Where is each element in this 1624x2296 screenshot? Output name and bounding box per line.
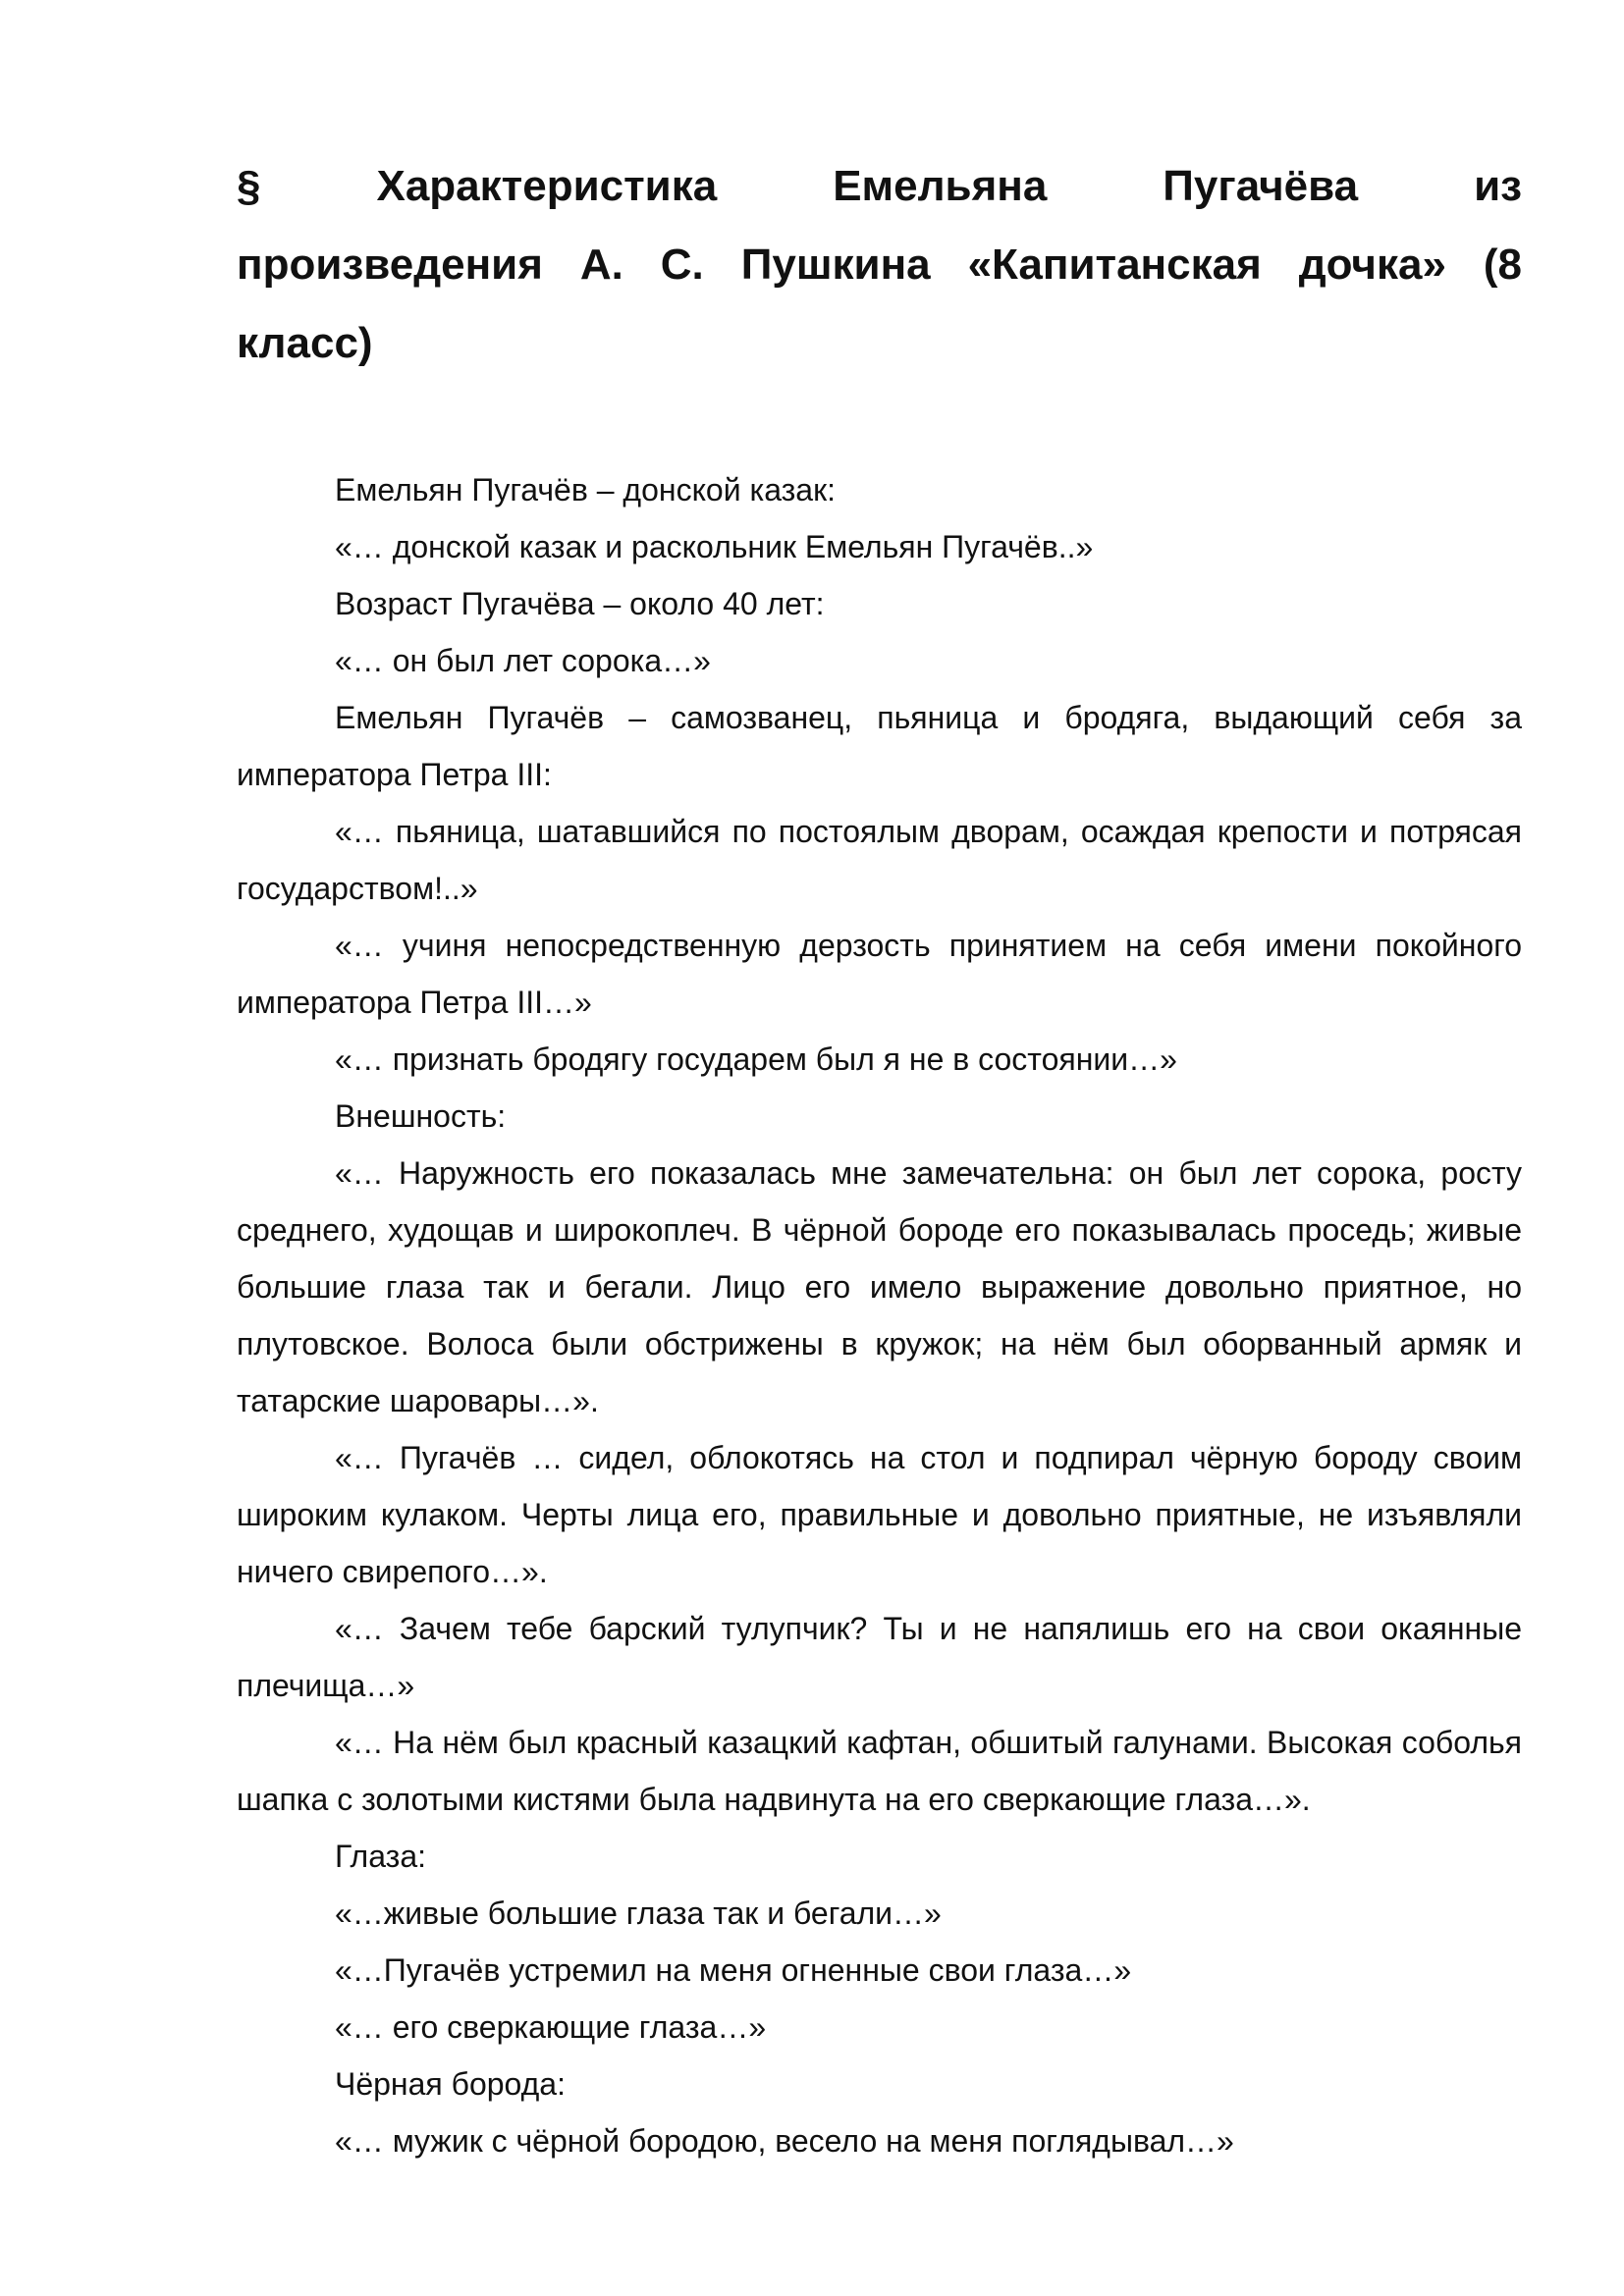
paragraph: Емельян Пугачёв – самозванец, пьяница и бродяга, выдающий себя за императора Петра III: (237, 700, 1522, 792)
quote-paragraph: «… Зачем тебе барский тулупчик? Ты и не напялишь его на свои окаянные плечища…» (237, 1611, 1522, 1703)
document-title (237, 147, 1522, 383)
paragraph: Емельян Пугачёв – донской казак: (335, 472, 836, 507)
quote-paragraph: «… Наружность его показалась мне замечательна: он был лет сорока, росту среднего, худощав и широкоплеч. В чёрной бороде его показывалась проседь; живые большие глаза так и бегали. Лицо его имело выражение довольно приятное, но плутовское. Волоса были обстрижены в кружок; на нём был оборванный армяк и татарские шаровары…». (237, 1155, 1522, 1418)
section-heading: Внешность: (335, 1098, 507, 1134)
quote-paragraph: «… На нём был красный казацкий кафтан, обшитый галунами. Высокая соболья шапка с золотыми кистями была надвинута на его сверкающие глаза…». (237, 1725, 1522, 1817)
quote-paragraph: «… Пугачёв … сидел, облокотясь на стол и подпирал чёрную бороду своим широким кулаком. Черты лица его, правильные и довольно приятные, не изъявляли ничего свирепого…». (237, 1440, 1522, 1589)
quote-paragraph: «… мужик с чёрной бородою, весело на меня поглядывал…» (335, 2123, 1234, 2159)
quote-paragraph: «… его сверкающие глаза…» (335, 2009, 767, 2045)
section-heading: Глаза: (335, 1839, 426, 1874)
title-line: класс) (237, 319, 373, 367)
title-line: § Характеристика Емельяна Пугачёва из (237, 162, 1522, 210)
quote-paragraph: «… он был лет сорока…» (335, 643, 711, 678)
quote-paragraph: «… учиня непосредственную дерзость принятием на себя имени покойного императора Петра III…» (237, 928, 1522, 1020)
quote-paragraph: «… донской казак и раскольник Емельян Пугачёв..» (335, 529, 1094, 564)
quote-paragraph: «… признать бродягу государем был я не в состоянии…» (335, 1041, 1177, 1077)
quote-paragraph: «…живые большие глаза так и бегали…» (335, 1896, 942, 1931)
document-page (237, 147, 1522, 2169)
paragraph: Возраст Пугачёва – около 40 лет: (335, 586, 825, 621)
quote-paragraph: «…Пугачёв устремил на меня огненные свои глаза…» (335, 1952, 1132, 1988)
section-heading: Чёрная борода: (335, 2066, 566, 2102)
quote-paragraph: «… пьяница, шатавшийся по постоялым дворам, осаждая крепости и потрясая государством!..» (237, 814, 1522, 906)
title-line: произведения А. С. Пушкина «Капитанская дочка» (8 (237, 240, 1522, 289)
